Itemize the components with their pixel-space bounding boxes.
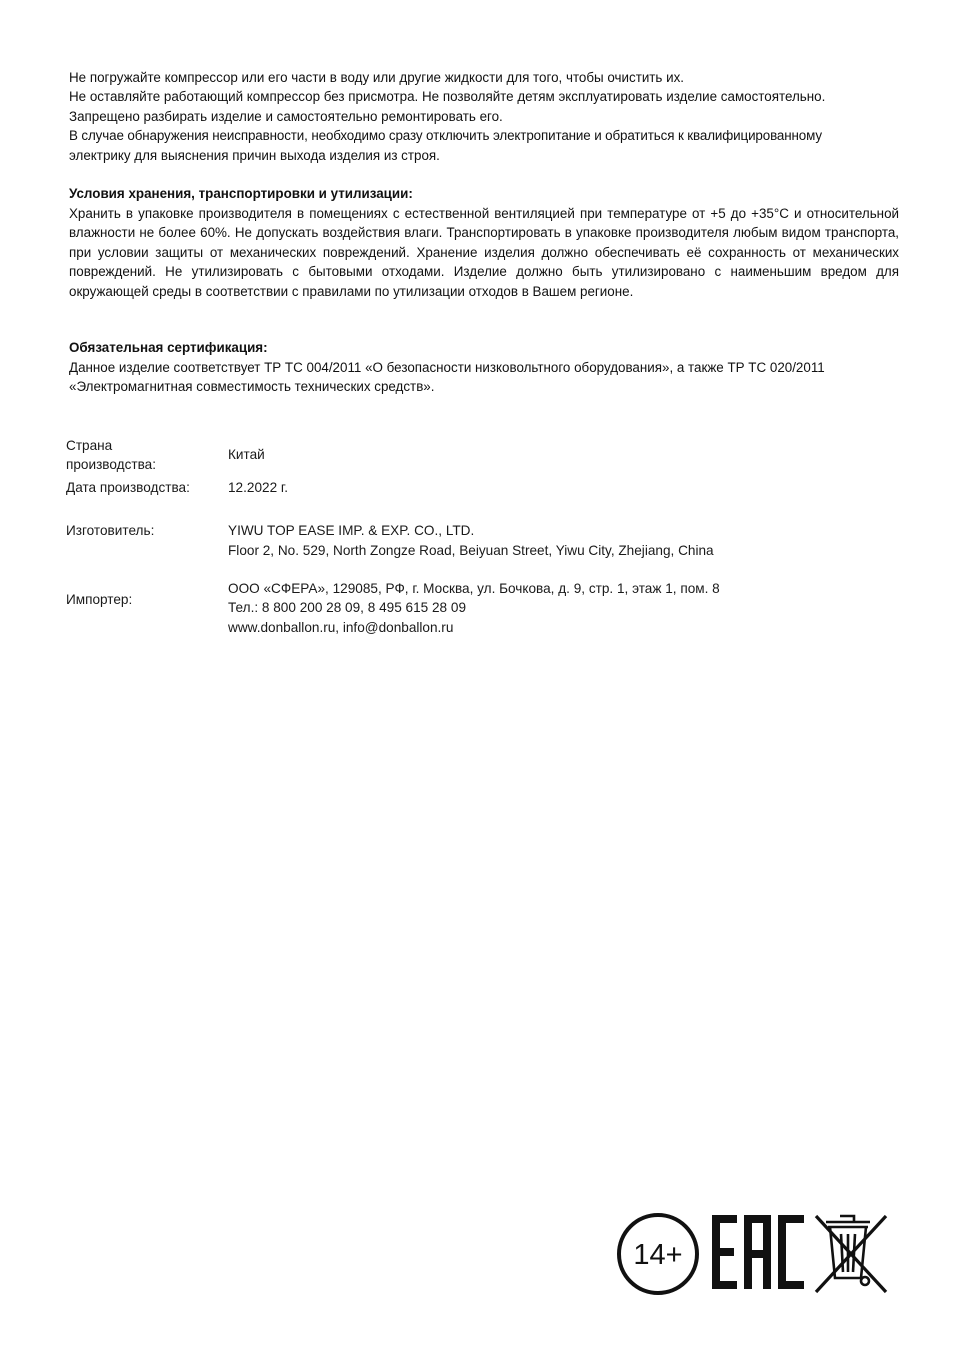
safety-line: Не оставляйте работающий компрессор без присмотра. Не позволяйте детям эксплуатировать изделие самостоятельно. [69, 89, 826, 105]
country-label: Страна [66, 438, 113, 453]
manufacturer-name: YIWU TOP EASE IMP. & EXP. CO., LTD. [228, 523, 475, 538]
date-label: Дата производства: [66, 480, 190, 495]
safety-line: Запрещено разбирать изделие и самостоятельно ремонтировать его. [69, 108, 503, 124]
certification-text: Данное изделие соответствует ТР ТС 004/2011 «О безопасности низковольтного оборудования», а также ТР ТС 020/2011 «Электромагнитная совместимость технических средств». [69, 360, 825, 395]
storage-heading: Условия хранения, транспортировки и утилизации: [69, 186, 413, 201]
importer-name: ООО «СФЕРА», 129085, РФ, г. Москва, ул. Бочкова, д. 9, стр. 1, этаж 1, пом. 8 [228, 581, 720, 596]
importer-phone: Тел.: 8 800 200 28 09, 8 495 615 28 09 [228, 600, 467, 615]
date-value: 12.2022 г. [228, 480, 288, 495]
age-rating-text: 14+ [633, 1239, 683, 1271]
country-label-cont: производства: [66, 457, 156, 472]
importer-web: www.donballon.ru, info@donballon.ru [228, 620, 454, 635]
crossed-bin-icon [816, 1216, 886, 1292]
manufacturer-label: Изготовитель: [66, 523, 155, 538]
marks-svg [614, 1208, 898, 1304]
manufacturer-address: Floor 2, No. 529, North Zongze Road, Beiyuan Street, Yiwu City, Zhejiang, China [228, 543, 714, 558]
safety-instructions [69, 68, 899, 165]
safety-line: Не погружайте компрессор или его части в воду или другие жидкости для того, чтобы очистить их. [69, 70, 685, 85]
safety-line: электрику для выяснения причин выхода изделия из строя. [69, 147, 440, 163]
age-rating-icon [619, 1215, 697, 1293]
eac-mark-icon [712, 1215, 804, 1289]
certification-heading: Обязательная сертификация: [69, 340, 268, 355]
storage-text: Хранить в упаковке производителя в помещениях с естественной вентиляцией при температуре от +5 до +35°C и относительной влажности не более 60%. Не допускать воздействия влаги. Транспортировать в упаковке производителя любым видом транспорта, при условии защиты от механических повреждений. Хранение изделия должно обеспечивать её сохранность от механических повреждений. Не утилизировать с бытовыми отходами. Изделие должно быть утилизировано с наименьшим вредом для окружающей среды в соответствии с правилами по утилизации отходов в Вашем регионе. [69, 206, 899, 299]
country-value: Китай [228, 447, 265, 462]
safety-line: В случае обнаружения неисправности, необходимо сразу отключить электропитание и обратиться к квалифицированному [69, 128, 822, 144]
importer-label: Импортер: [66, 592, 133, 607]
certification-marks [614, 1208, 898, 1304]
